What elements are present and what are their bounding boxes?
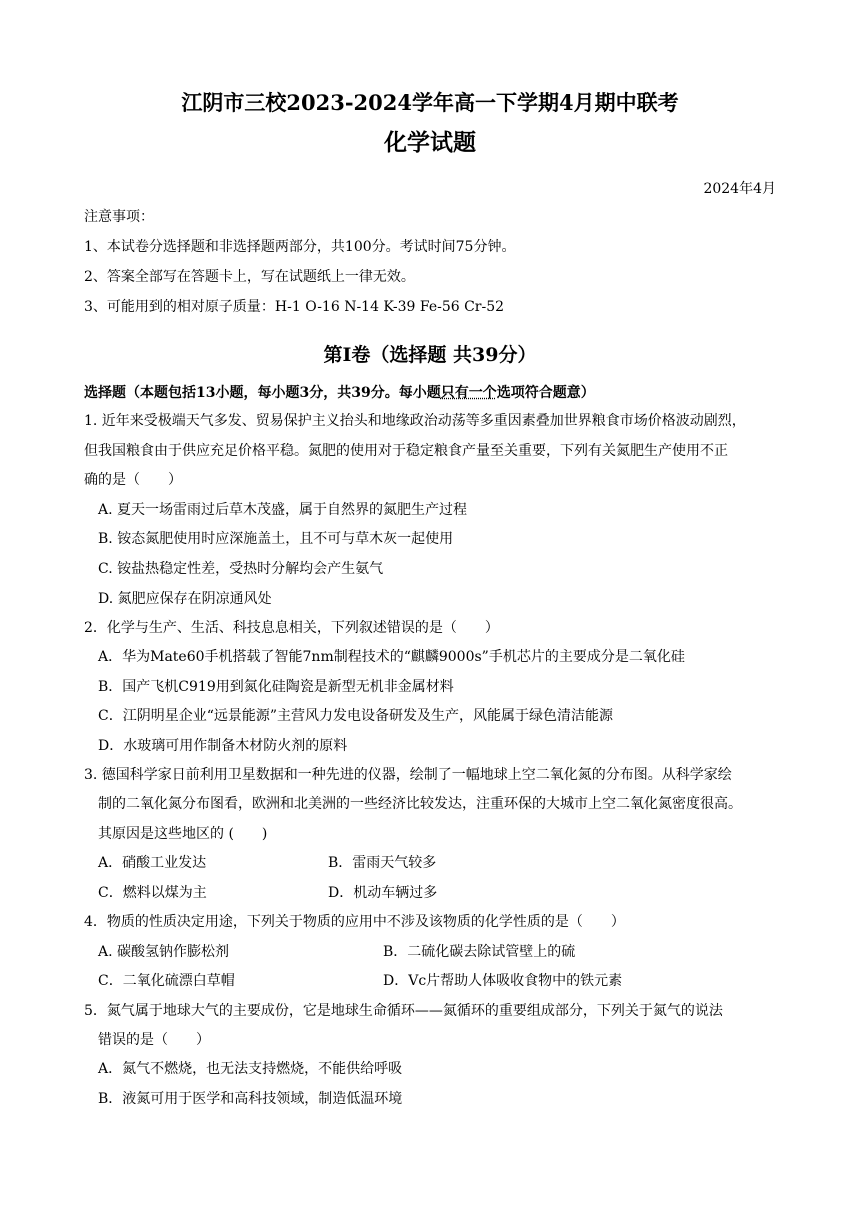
instruction-dotted: 只有一个: [440, 385, 497, 401]
note-item: 2、答案全部写在答题卡上，写在试题纸上一律无效。: [84, 269, 415, 285]
question-3-option-b: B．雷雨天气较多: [328, 855, 437, 871]
question-1-line: 但我国粮食由于供应充足价格平稳。氮肥的使用对于稳定粮食产量至关重要，下列有关氮肥生产使用不正: [84, 443, 728, 459]
instruction-post: 选项符合题意）: [496, 385, 595, 401]
question-5-option-b: B．液氮可用于医学和高科技领域，制造低温环境: [98, 1091, 403, 1107]
section-title: 第Ⅰ卷（选择题 共39分）: [323, 344, 537, 366]
question-3-option-a: A．硝酸工业发达: [98, 855, 207, 871]
question-4-line: 4．物质的性质决定用途，下列关于物质的应用中不涉及该物质的化学性质的是（ ）: [84, 914, 625, 930]
question-4-option-c: C．二氧化硫漂白草帽: [98, 973, 235, 989]
question-1-option-d: D. 氮肥应保存在阴凉通风处: [98, 591, 272, 607]
exam-date: 2024年4月: [703, 181, 776, 197]
question-3-line: 制的二氧化氮分布图看，欧洲和北美洲的一些经济比较发达，注重环保的大城市上空二氧化氮密度很高。: [98, 796, 742, 812]
question-5-option-a: A．氮气不燃烧，也无法支持燃烧，不能供给呼吸: [98, 1061, 403, 1077]
question-1-line: 确的是（ ）: [84, 472, 182, 488]
question-5-line: 错误的是（ ）: [98, 1032, 210, 1048]
note-item: 3、可能用到的相对原子质量：H-1 O-16 N-14 K-39 Fe-56 Cr-52: [84, 299, 505, 315]
exam-title: 江阴市三校2023-2024学年高一下学期4月期中联考: [181, 90, 679, 115]
section-instruction: [84, 383, 784, 403]
question-2-line: 2．化学与生产、生活、科技息息相关，下列叙述错误的是（ ）: [84, 620, 499, 636]
question-2-option-d: D．水玻璃可用作制备木材防火剂的原料: [98, 738, 348, 754]
question-1-option-c: C. 铵盐热稳定性差，受热时分解均会产生氨气: [98, 561, 384, 577]
question-3-line: 3. 德国科学家日前利用卫星数据和一种先进的仪器，绘制了一幅地球上空二氧化氮的分布图。从科学家绘: [84, 767, 732, 783]
question-3-line: 其原因是这些地区的 ( ): [98, 826, 268, 842]
question-5-line: 5．氮气属于地球大气的主要成份，它是地球生命循环——氮循环的重要组成部分，下列关于氮气的说法: [84, 1003, 723, 1019]
question-3-option-c: C．燃料以煤为主: [98, 885, 207, 901]
question-4-option-a: A. 碳酸氢钠作膨松剂: [98, 944, 230, 960]
instruction-pre: 选择题（本题包括13小题，每小题3分，共39分。每小题: [84, 385, 441, 401]
question-4-option-b: B．二硫化碳去除试管壁上的硫: [383, 944, 576, 960]
exam-subtitle: 化学试题: [384, 129, 476, 156]
notes-heading: 注意事项：: [84, 209, 154, 225]
question-2-option-a: A．华为Mate60手机搭载了智能7nm制程技术的“麒麟9000s”手机芯片的主要成分是二氧化硅: [98, 649, 685, 665]
question-3-option-d: D．机动车辆过多: [328, 885, 438, 901]
question-1-option-a: A. 夏天一场雷雨过后草木茂盛，属于自然界的氮肥生产过程: [98, 502, 468, 518]
question-2-option-b: B．国产飞机C919用到氮化硅陶瓷是新型无机非金属材料: [98, 679, 454, 695]
note-item: 1、本试卷分选择题和非选择题两部分，共100分。考试时间75分钟。: [84, 239, 516, 255]
question-2-option-c: C．江阴明星企业“远景能源”主营风力发电设备研发及生产，风能属于绿色清洁能源: [98, 708, 614, 724]
question-1-line: 1. 近年来受极端天气多发、贸易保护主义抬头和地缘政治动荡等多重因素叠加世界粮食市场价格波动剧烈，: [84, 413, 746, 429]
question-4-option-d: D．Vc片帮助人体吸收食物中的铁元素: [383, 973, 623, 989]
question-1-option-b: B. 铵态氮肥使用时应深施盖土，且不可与草木灰一起使用: [98, 531, 454, 547]
